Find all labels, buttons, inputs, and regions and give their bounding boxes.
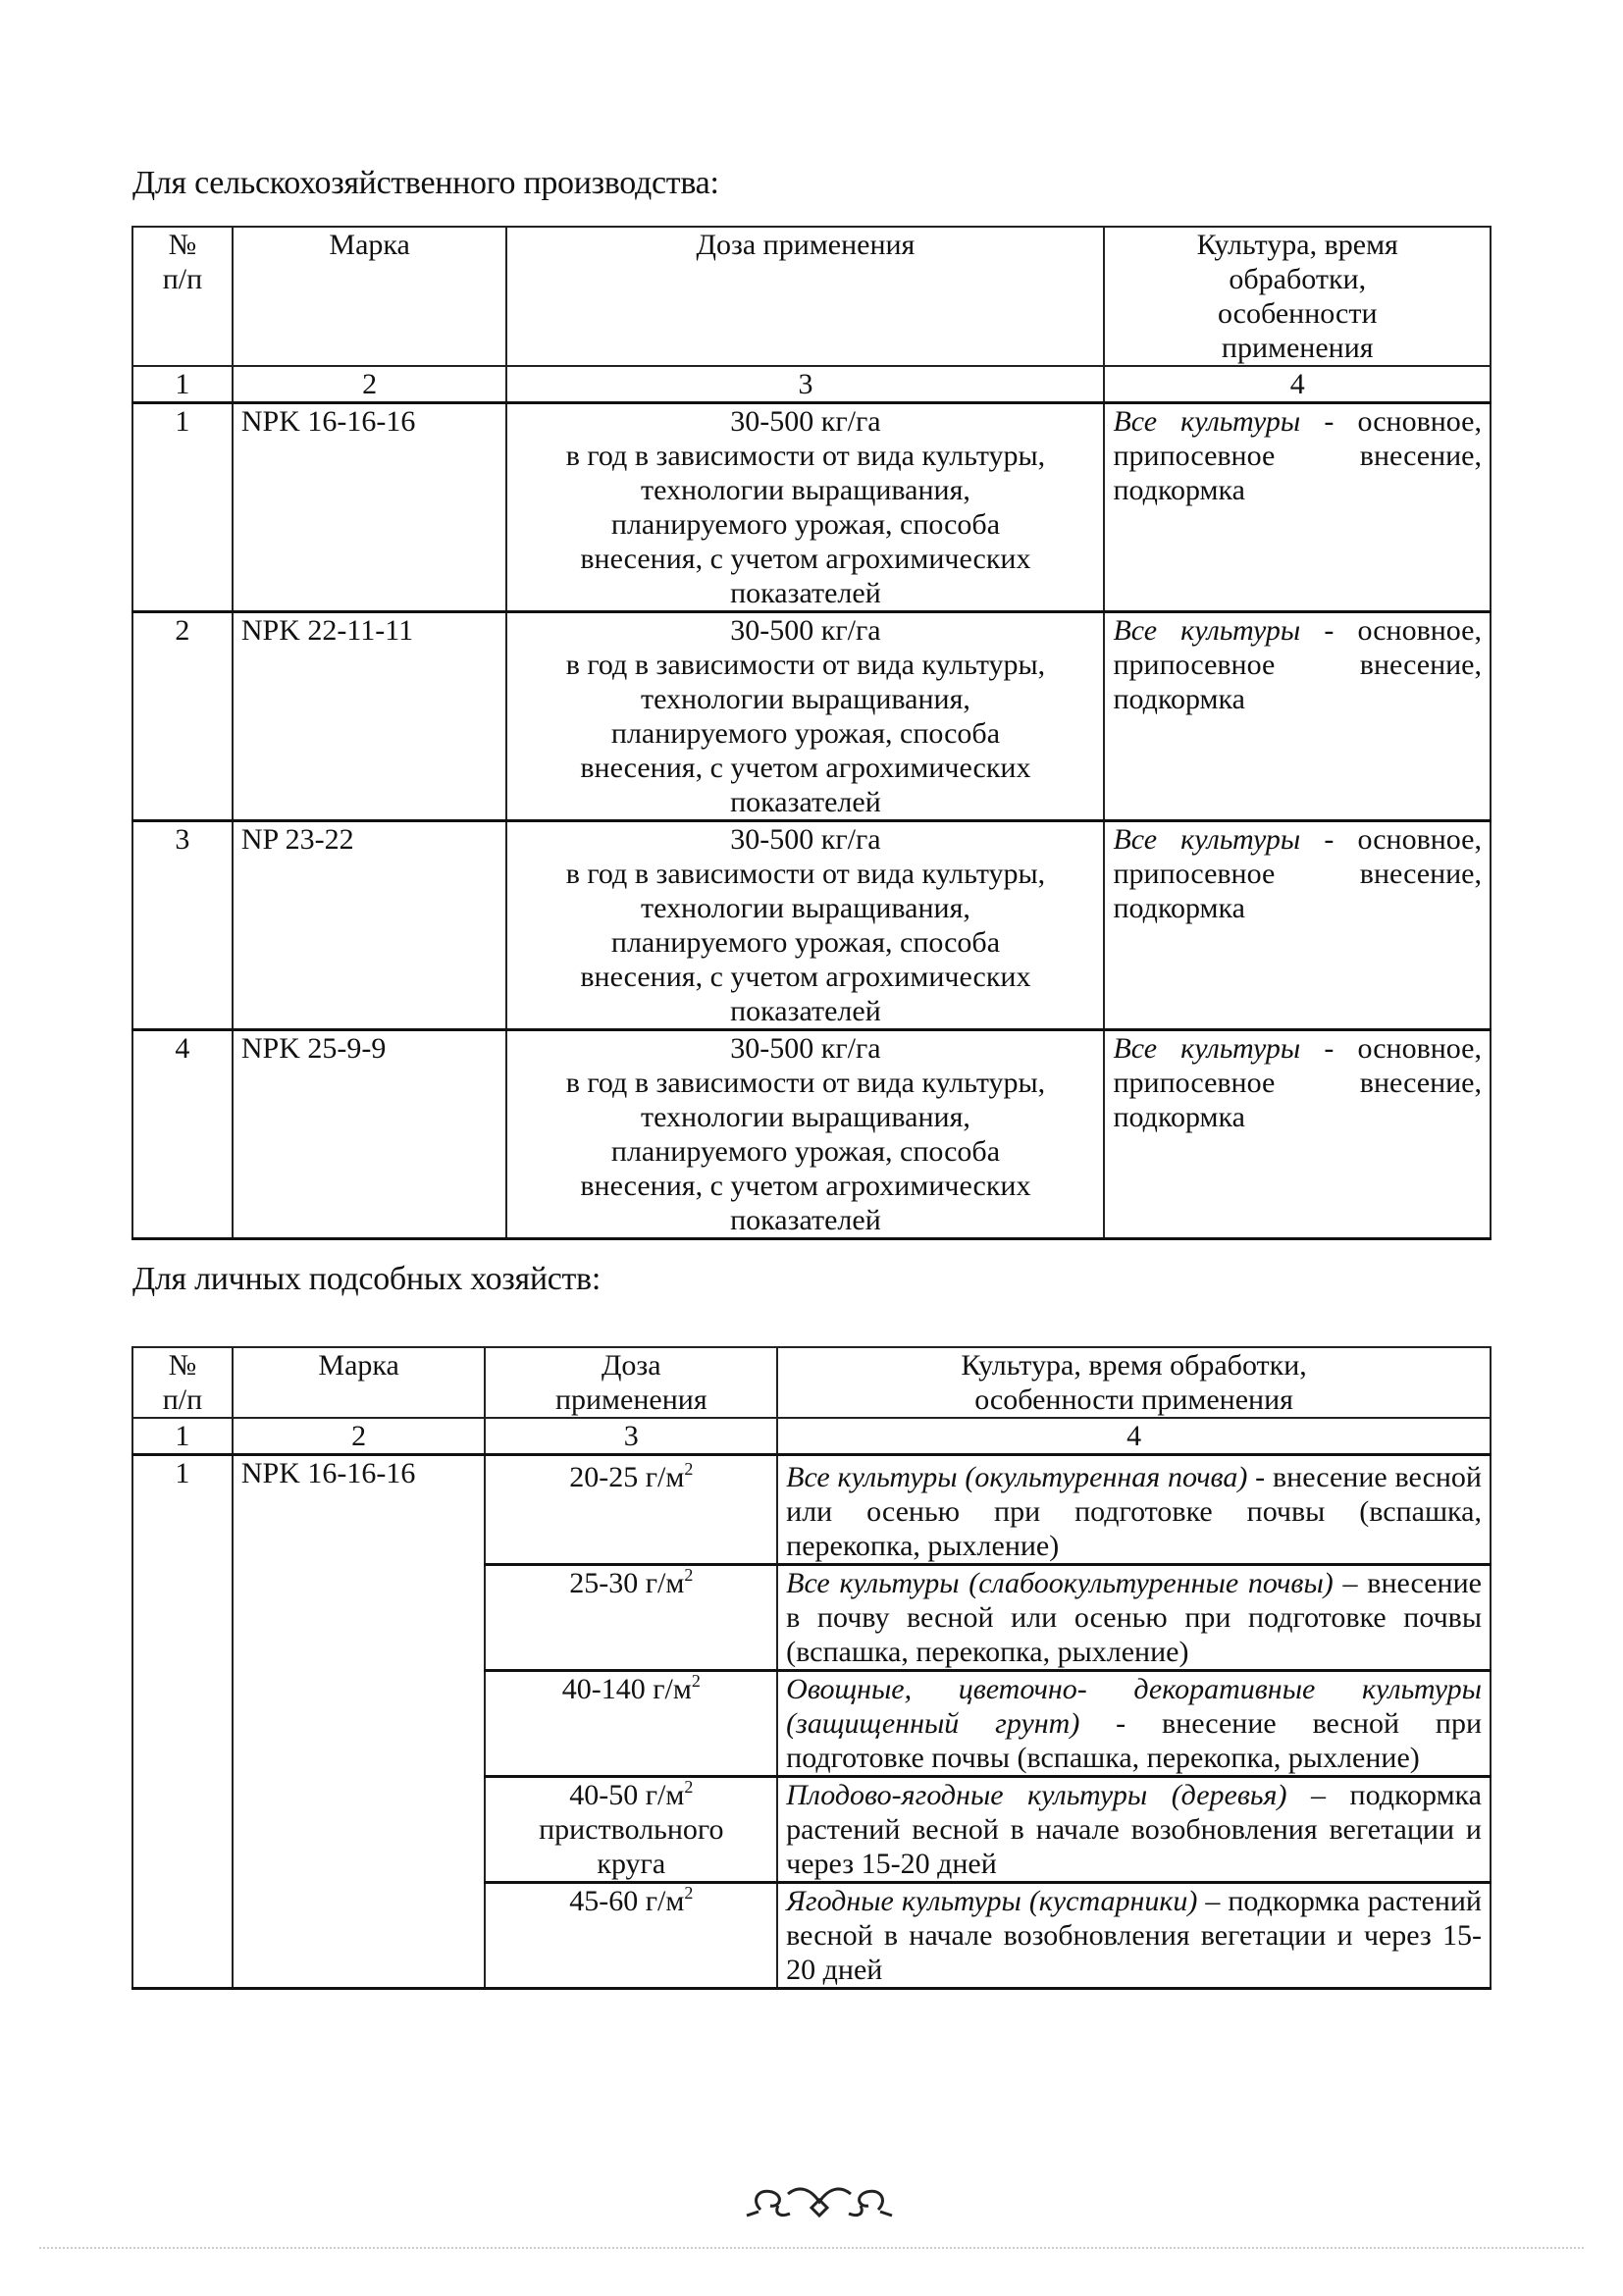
table-header-row [132, 1347, 1491, 1418]
header-brand: Марка [233, 1347, 486, 1418]
dose-line: в год в зависимости от вида культуры, [565, 649, 1046, 681]
row-culture [777, 1565, 1491, 1671]
section-title-agricultural: Для сельскохозяйственного производства: [132, 165, 719, 201]
table-row [132, 1455, 1491, 1565]
dose-unit-exponent: 2 [691, 1671, 701, 1691]
header-dose-line: Доза [601, 1349, 661, 1382]
row-culture [777, 1671, 1491, 1777]
header-culture-line: Культура, время обработки, [961, 1349, 1307, 1382]
dose-value: 25-30 г/м [569, 1567, 685, 1599]
culture-name: Все культуры [1113, 823, 1301, 856]
dose-line: показателей [730, 995, 881, 1027]
dose-line: внесения, с учетом агрохимических [580, 543, 1031, 575]
dose-line: внесения, с учетом агрохимических [580, 752, 1031, 784]
header-num [132, 1347, 233, 1418]
dose-line: планируемого урожая, способа [610, 1135, 1001, 1168]
header-culture-line: применения [1221, 332, 1374, 364]
dose-line: показателей [730, 577, 881, 609]
dose-value: 20-25 г/м [569, 1461, 685, 1493]
dose-line: 30-500 кг/га [730, 405, 881, 438]
dose-line: технологии выращивания, [641, 892, 970, 924]
culture-name: Овощные, цветочно- декоративные культуры (защищенный грунт) [786, 1673, 1482, 1740]
culture-description: - внесение весной при подготовке почвы (вспашка, перекопка, рыхление) [786, 1707, 1483, 1774]
dose-value: 40-140 г/м [561, 1673, 692, 1705]
culture-name: Все культуры [1113, 405, 1301, 438]
table-header-row [132, 227, 1491, 366]
culture-description: – внесение в почву весной или осенью при подготовке почвы (вспашка, перекопка, рыхление) [786, 1567, 1482, 1668]
dose-unit-exponent: 2 [684, 1459, 694, 1479]
culture-description: – подкормка растений весной в начале возобновления вегетации и через 15-20 дней [786, 1885, 1482, 1986]
column-number: 3 [506, 366, 1104, 403]
column-number-row [132, 366, 1491, 403]
row-num: 1 [132, 403, 233, 612]
row-dose [485, 1565, 777, 1671]
row-culture [1104, 1030, 1491, 1239]
dose-line: показателей [730, 786, 881, 818]
table-household [131, 1346, 1492, 1990]
scan-border-artifact [39, 2247, 1584, 2249]
culture-name: Плодово-ягодные культуры (деревья) [786, 1779, 1287, 1811]
column-number-row [132, 1418, 1491, 1455]
row-culture [777, 1883, 1491, 1989]
header-dose-line: применения [554, 1383, 707, 1416]
row-culture [1104, 403, 1491, 612]
dose-line: 30-500 кг/га [730, 823, 881, 856]
header-num-line: № [168, 1349, 197, 1382]
row-dose [506, 612, 1104, 821]
culture-description: - основное, припосевное внесение, подкормка [1113, 1032, 1482, 1133]
column-number: 4 [1104, 366, 1491, 403]
ornament-icon [741, 2180, 898, 2221]
dose-note: круга [597, 1848, 666, 1880]
section-title-household: Для личных подсобных хозяйств: [132, 1261, 601, 1297]
row-num: 2 [132, 612, 233, 821]
row-culture [1104, 821, 1491, 1030]
culture-description: - основное, припосевное внесение, подкормка [1113, 614, 1482, 715]
dose-line: 30-500 кг/га [730, 614, 881, 647]
culture-name: Все культуры [1113, 1032, 1301, 1065]
column-number: 4 [777, 1418, 1491, 1455]
row-brand: NP 23-22 [233, 821, 507, 1030]
dose-line: внесения, с учетом агрохимических [580, 961, 1031, 993]
header-num [132, 227, 233, 366]
row-culture [1104, 612, 1491, 821]
dose-line: 30-500 кг/га [730, 1032, 881, 1065]
row-culture [777, 1777, 1491, 1883]
culture-name: Все культуры [1113, 614, 1301, 647]
dose-line: планируемого урожая, способа [610, 926, 1001, 959]
row-dose [485, 1671, 777, 1777]
header-dose: Доза применения [506, 227, 1104, 366]
table-agricultural [131, 226, 1492, 1240]
column-number: 2 [233, 1418, 486, 1455]
table-row [132, 1030, 1491, 1239]
dose-line: планируемого урожая, способа [610, 717, 1001, 750]
header-num-line: № [168, 229, 197, 261]
dose-line: планируемого урожая, способа [610, 508, 1001, 541]
row-num: 3 [132, 821, 233, 1030]
row-dose [485, 1777, 777, 1883]
header-culture [777, 1347, 1491, 1418]
row-num: 1 [132, 1455, 233, 1989]
dose-line: технологии выращивания, [641, 683, 970, 715]
culture-description: - внесение весной или осенью при подготовке почвы (вспашка, перекопка, рыхление) [786, 1461, 1482, 1562]
culture-name: Все культуры (слабоокультуренные почвы) [786, 1567, 1334, 1599]
dose-line: в год в зависимости от вида культуры, [565, 440, 1046, 472]
dose-line: технологии выращивания, [641, 1101, 970, 1133]
dose-unit-exponent: 2 [684, 1565, 694, 1585]
row-dose [485, 1883, 777, 1989]
header-dose [485, 1347, 777, 1418]
dose-line: внесения, с учетом агрохимических [580, 1170, 1031, 1202]
row-dose [506, 1030, 1104, 1239]
row-num: 4 [132, 1030, 233, 1239]
culture-name: Все культуры (окультуренная почва) [786, 1461, 1248, 1493]
row-brand: NPK 16-16-16 [233, 1455, 486, 1989]
dose-note: приствольного [539, 1813, 724, 1846]
culture-description: - основное, припосевное внесение, подкормка [1113, 823, 1482, 924]
dose-line: технологии выращивания, [641, 474, 970, 506]
culture-name: Ягодные культуры (кустарники) [786, 1885, 1198, 1917]
table-row [132, 612, 1491, 821]
table-row [132, 403, 1491, 612]
culture-description: - основное, припосевное внесение, подкормка [1113, 405, 1482, 506]
row-dose [506, 403, 1104, 612]
culture-description: – подкормка растений весной в начале возобновления вегетации и через 15-20 дней [786, 1779, 1482, 1880]
header-culture [1104, 227, 1491, 366]
dose-line: показателей [730, 1204, 881, 1236]
column-number: 2 [233, 366, 507, 403]
header-brand: Марка [233, 227, 507, 366]
table-row [132, 821, 1491, 1030]
row-brand: NPK 16-16-16 [233, 403, 507, 612]
dose-value: 45-60 г/м [569, 1885, 685, 1917]
header-num-line: п/п [162, 263, 203, 295]
dose-unit-exponent: 2 [684, 1777, 694, 1797]
row-dose [485, 1455, 777, 1565]
row-brand: NPK 22-11-11 [233, 612, 507, 821]
header-culture-line: особенности [1217, 297, 1378, 330]
dose-unit-exponent: 2 [684, 1883, 694, 1903]
row-brand: NPK 25-9-9 [233, 1030, 507, 1239]
row-dose [506, 821, 1104, 1030]
column-number: 1 [132, 1418, 233, 1455]
column-number: 3 [485, 1418, 777, 1455]
header-culture-line: Культура, время [1196, 229, 1398, 261]
row-culture [777, 1455, 1491, 1565]
header-culture-line: обработки, [1229, 263, 1367, 295]
dose-line: в год в зависимости от вида культуры, [565, 858, 1046, 890]
dose-line: в год в зависимости от вида культуры, [565, 1067, 1046, 1099]
header-culture-line: особенности применения [974, 1383, 1293, 1416]
header-num-line: п/п [162, 1383, 203, 1416]
dose-value: 40-50 г/м [569, 1779, 685, 1811]
column-number: 1 [132, 366, 233, 403]
